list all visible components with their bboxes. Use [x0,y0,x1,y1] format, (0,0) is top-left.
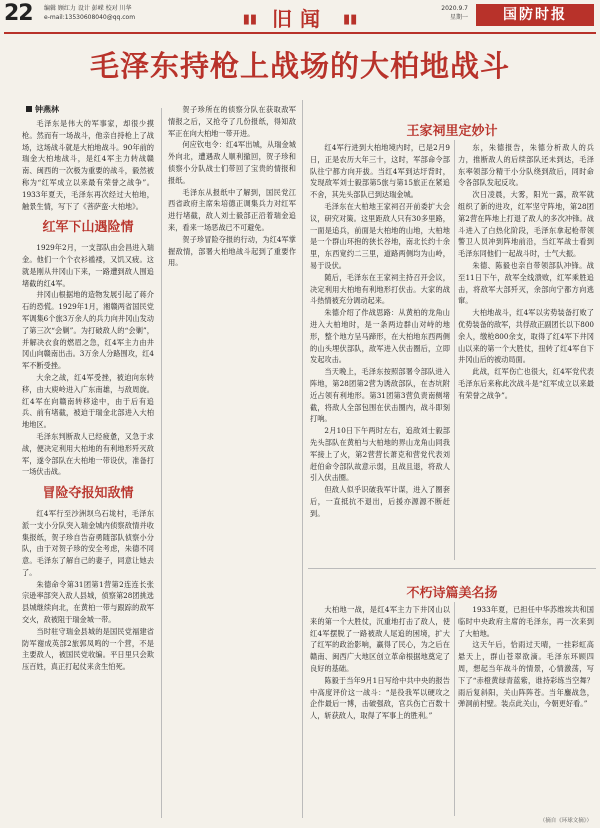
paragraph: 井冈山根据地的造物发展引起了蒋介石的恐慌。1929年1月，湘赣两省国民党军调集6个旅3万余人的兵力向井冈山发动了第三次“会剿”。为打破敌人的“会剿”，并解决衣食的燃眉之急，红4军主力由井冈山向赣南出击。3万余人分路围攻，红4军不断受挫。 [22,290,154,371]
paragraph: 朱德命令第31团第1营第2连连长张宗逊率部突入敌人县城，侦察第28团挑选县城继续向北，在黄柏一带与跟踪的敌军交火，敌被阻于瑞金城一带。 [22,579,154,625]
bottom-article-title: 不朽诗篇美名扬 [406,586,498,601]
section-decor-left: ▮▮ [242,12,258,27]
paragraph: 这天午后，恰雨过天晴，一挂彩虹高悬天上，群山苍翠欲滴。毛泽东环顾四周，想起当年战斗的情景，心情激荡，写下了“赤橙黄绿青蓝紫，谁持彩练当空舞？雨后复斜阳，关山阵阵苍。当年鏖战急，弹洞前村壁。装点此关山，今朝更好看。” [458,640,594,709]
subheading: 红军下山遇险情 [42,220,134,236]
newspaper-logo: 国防时报 [476,4,594,26]
paragraph: 当时驻守瑞金县城的是国民党福建省防军谢成英部2旅郭凤鸣的一个营，不是主要敌人，被国民党收编。平日里只会欺压百姓，真正打起仗来贪生怕死。 [22,626,154,672]
paragraph: 毛泽东判断敌人已经疲惫，又急于求战，便决定利用大柏地的有利地形歼灭敌军，遂令部队在大柏地一带设伏，准备打一场伏击战。 [22,431,154,477]
column-divider [454,140,455,560]
paragraph: 毛泽东在大柏地王家祠召开前委扩大会议，研究对策。这里距敌人只有30多里路，一面是追兵，前面是大柏地的山地，大柏地是一个群山环抱的狭长谷地，南北长约十余里，东西宽约二三里，道路两侧均为山岭，易于设伏。 [310,201,450,270]
editor-line: 编辑 顾红力 设计 彭嵘 校对 川华 [44,5,132,12]
paragraph: 东，朱德报告，朱德分析敌人的兵力，推断敌人的后续部队还未到达，毛泽东率领部分精干小分队绕到敌后，同时命令各部队发起反攻。 [458,143,594,188]
paragraph: 大柏地战斗，红4军以劣势装备打败了优势装备的敌军，共俘敌正副团长以下800余人，缴枪800余支，取得了红4军下井冈山以来的第一个大胜仗，扭转了红4军自下井冈山后的被动局面。 [458,308,594,365]
paragraph: 此战，红军伤亡也很大，红4军党代表毛泽东后来称此次战斗是“红军成立以来最有荣誉之战争”。 [458,367,594,400]
right-article-col2 [458,142,594,562]
paragraph: 1933年夏，已担任中华苏维埃共和国临时中央政府主席的毛泽东，再一次来到了大柏地。 [458,605,594,638]
paragraph: 当天晚上，毛泽东按照部署令部队进入阵地，第28团第2营为诱敌部队，在杏坑附近占领有利地形。第31团第3营负责南侧堵截，将敌人全部包围在伏击圈内，战斗即刻打响。 [310,367,450,424]
paragraph: 贺子珍所在的侦察分队在获取敌军情报之后，又抢夺了几份报纸，得知敌军正在向大柏地一带开进。 [168,105,296,138]
paragraph: 毛泽东从报纸中了解到，国民党江西省政府主席朱培德正调集兵力对红军进行堵截，敌人刘士毅部正沿着瑞金追来，看来一场恶战已不可避免。 [168,187,296,232]
source-note: （摘自《环球文摘》） [539,818,592,824]
paragraph: 次日凌晨，大雾，阳光一露，敌军就组织了新的进攻，红军坚守阵地，第28团第2营在阵地上打退了敌人的多次冲锋。战斗进入了白热化阶段，毛泽东拿起枪带领警卫人员冲到阵地前沿，当红军战士看到毛泽东同他们一起战斗时，士气大振。 [458,190,594,259]
weekday-text: 星期一 [449,14,468,21]
column-divider [454,602,455,816]
column-divider [161,108,162,818]
section-label: 旧闻 [272,7,328,31]
page-header [0,0,600,34]
paragraph: 大余之战，红4军受挫，被迫向东转移，由大庾岭进入广东南雄，与敌周旋。红4军在向赣南转移途中，由于后有追兵、前有堵截，被迫于瑞金北部进入大柏地地区。 [22,372,154,430]
paragraph: 何应钦电令：红4军出城，从瑞金城外向北，遭遇敌人顺利撤回，贺子珍和侦察小分队战士们带回了宝贵的情报和报纸。 [168,140,296,185]
issue-date [441,4,468,22]
byline [26,104,59,115]
page-number: 22 [4,1,33,26]
paragraph: 红4军行进到大柏地境内时，已是2月9日，正是农历大年三十，这时，军部命令部队往宁都方向开拔。当红4军到达圩背时，发现敌军刘士毅部第5旅与第15旅正在紧追不舍，其先头部队已到达瑞金城。 [310,143,450,200]
author-name: 钟燕林 [35,105,59,114]
section-decor-right: ▮▮ [342,12,358,27]
headline: 毛泽东持枪上战场的大柏地战斗 [89,49,510,83]
paragraph: 红4军行至沙洲坝乌石垅村，毛泽东派一支小分队突入瑞金城内侦察敌情并收集报纸，贺子珍自告奋勇随部队侦察小分队，由于对贺子珍的安全考虑，朱德不同意。毛泽东了解自己的妻子，同意让她去了。 [22,508,154,577]
paragraph: 2月10日下午两时左右，追敌刘士毅部先头部队在黄柏与大柏地的界山龙角山同我军接上了火，第2营营长萧克和营党代表刘赶伯命令部队故意示弱，且战且退，将敌人引入伏击圈。 [310,426,450,483]
paragraph: 大柏地一战，是红4军主力下井冈山以来的第一个大胜仗，沉重地打击了敌人，使红4军摆脱了一路被敌人尾追的困境，扩大了红军的政治影响，赢得了民心，为之后在赣南、闽西广大地区创立革命根据地奠定了良好的基础。 [310,605,450,673]
header-rule [4,32,596,34]
paragraph: 随后，毛泽东在王家祠主持召开会议，决定利用大柏地有利地形打伏击。大家的战斗热情被充分调动起来。 [310,272,450,306]
paragraph: 1929年2月，一支部队由会昌进入瑞金。他们一个个衣衫褴褛，又饥又疲。这就是刚从井冈山下来，一路遭到敌人围追堵截的红4军。 [22,243,154,288]
paragraph: 但敌人似乎识破我军计谋，进入了圈套后，一直抵抗不退出，后援亦源源不断赶到。 [310,485,450,518]
date-text: 2020.9.7 [441,5,468,12]
section-divider [308,568,596,569]
byline-square-icon [26,106,32,112]
paragraph: 朱德介绍了作战思路：从黄柏的龙角山进入大柏地时，是一条两边群山对峙的地形，整个地方呈马蹄形，在大柏地东西两侧的山头埋伏部队，敌军进入伏击圈后，立即发起攻击。 [310,308,450,365]
paragraph: 贺子珍冒险夺报的行动，为红4军掌握敌情，部署大柏地战斗起到了重要作用。 [168,234,296,268]
bottom-article-col1 [310,604,450,816]
editor-email: e-mail:13530608040@qq.com [44,14,136,21]
paragraph: 陈毅于当年9月1日写给中共中央的报告中高度评价这一战斗：“是役我军以硬攻之企作最后一博，击破强敌，官兵伤亡百数十人，斩获敌人，取得了军事上的胜利。” [310,675,450,721]
paragraph: 毛泽东是伟大的军事家，却很少摸枪。然而有一场战斗，他亲自持枪上了战场，这场战斗就是大柏地战斗。90年前的瑞金大柏地战斗，是红4军主力转战赣南、闽西的一次极为重要的战斗，毅然被称为“红军成立以来最有荣誉之战争”。1933年夏天，毛泽东再次经过大柏地，触景生情，写下了《菩萨蛮·大柏地》。 [22,119,154,211]
paragraph: 朱德、陈毅也亲自带领部队冲锋。战至11日下午，敌军全线溃败，红军乘胜追击，将敌军大部歼灭，余部向宁都方向逃窜。 [458,260,594,306]
column-divider [302,100,303,818]
right-article-title: 王家祠里定妙计 [406,124,498,139]
right-article-col1 [310,142,450,562]
left-article-col1 [22,118,154,818]
left-article-col2 [168,104,296,818]
bottom-article-col2 [458,604,594,804]
subheading: 冒险夺报知敌情 [42,486,134,502]
